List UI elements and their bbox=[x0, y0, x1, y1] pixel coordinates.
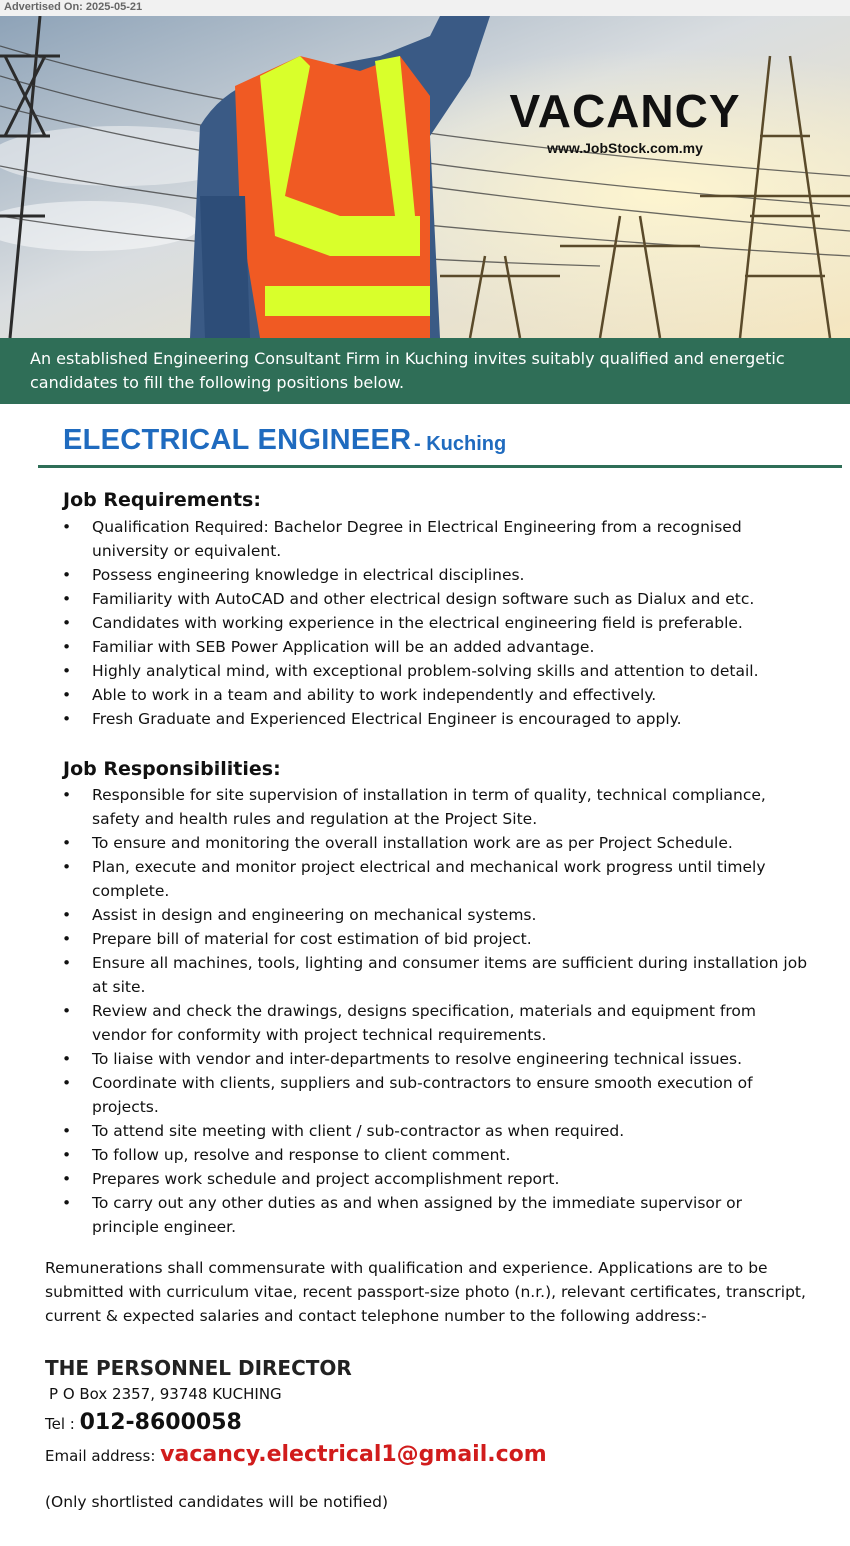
list-item: • Qualification Required: Bachelor Degree in Electrical Engineering from a recognised university or equivalent. bbox=[62, 518, 742, 560]
responsibilities-list bbox=[62, 783, 812, 1239]
email-label: Email address: bbox=[45, 1447, 161, 1465]
list-item: • Prepares work schedule and project accomplishment report. bbox=[62, 1170, 560, 1188]
title-divider bbox=[38, 465, 842, 468]
hero-banner bbox=[0, 16, 850, 338]
list-item: • To carry out any other duties as and when assigned by the immediate supervisor or principle engineer. bbox=[62, 1194, 743, 1236]
jobstock-url[interactable]: www.JobStock.com.my bbox=[547, 140, 703, 156]
list-item: • Possess engineering knowledge in electrical disciplines. bbox=[62, 566, 525, 584]
list-item: • Responsible for site supervision of installation in term of quality, technical compliance, safety and health rules and regulation at the Project Site. bbox=[62, 786, 766, 828]
advertised-date-bar bbox=[0, 0, 850, 16]
advertised-date: Advertised On: 2025-05-21 bbox=[4, 1, 143, 13]
requirements-list bbox=[62, 515, 812, 731]
responsibilities-heading: Job Responsibilities: bbox=[63, 758, 281, 780]
email-row bbox=[45, 1442, 547, 1467]
list-item: • Familiar with SEB Power Application will be an added advantage. bbox=[62, 638, 595, 656]
list-item: • Ensure all machines, tools, lighting and consumer items are sufficient during installation job at site. bbox=[62, 954, 808, 996]
telephone-label: Tel : bbox=[45, 1415, 80, 1433]
list-item: • To liaise with vendor and inter-departments to resolve engineering technical issues. bbox=[62, 1050, 743, 1068]
list-item: • Familiarity with AutoCAD and other electrical design software such as Dialux and etc. bbox=[62, 590, 755, 608]
job-location: - Kuching bbox=[414, 433, 507, 455]
hero-illustration bbox=[0, 16, 850, 338]
vacancy-title: VACANCY bbox=[509, 85, 741, 137]
remuneration-paragraph: Remunerations shall commensurate with qualification and experience. Applications are to be submitted with curriculum vitae, recent passport-size photo (n.r.), relevant certificates, transcript, current & expected salaries and contact telephone number to the following address:- bbox=[45, 1259, 806, 1325]
telephone-number[interactable]: 012-8600058 bbox=[79, 1410, 242, 1435]
list-item: • Plan, execute and monitor project electrical and mechanical work progress until timely complete. bbox=[62, 858, 766, 900]
list-item: • Coordinate with clients, suppliers and sub-contractors to ensure smooth execution of projects. bbox=[62, 1074, 753, 1116]
requirements-heading: Job Requirements: bbox=[63, 489, 261, 511]
email-link[interactable]: vacancy.electrical1@gmail.com bbox=[160, 1442, 547, 1467]
list-item: • Assist in design and engineering on mechanical systems. bbox=[62, 906, 537, 924]
intro-banner: An established Engineering Consultant Firm in Kuching invites suitably qualified and energetic candidates to fill the following positions below. bbox=[0, 338, 850, 404]
list-item: • To attend site meeting with client / sub-contractor as when required. bbox=[62, 1122, 625, 1140]
job-title: ELECTRICAL ENGINEER bbox=[63, 424, 412, 456]
postal-address: P O Box 2357, 93748 KUCHING bbox=[49, 1385, 282, 1403]
telephone-row bbox=[45, 1410, 242, 1435]
shortlist-note: (Only shortlisted candidates will be notified) bbox=[45, 1493, 389, 1511]
list-item: • Able to work in a team and ability to work independently and effectively. bbox=[62, 686, 657, 704]
list-item: • Review and check the drawings, designs specification, materials and equipment from vendor for conformity with project technical requirements. bbox=[62, 1002, 756, 1044]
list-item: • Highly analytical mind, with exceptional problem-solving skills and attention to detail. bbox=[62, 662, 759, 680]
list-item: • To ensure and monitoring the overall installation work are as per Project Schedule. bbox=[62, 834, 733, 852]
list-item: • To follow up, resolve and response to client comment. bbox=[62, 1146, 511, 1164]
list-item: • Prepare bill of material for cost estimation of bid project. bbox=[62, 930, 532, 948]
list-item: • Candidates with working experience in the electrical engineering field is preferable. bbox=[62, 614, 743, 632]
personnel-director: THE PERSONNEL DIRECTOR bbox=[45, 1356, 352, 1380]
list-item: • Fresh Graduate and Experienced Electrical Engineer is encouraged to apply. bbox=[62, 710, 682, 728]
